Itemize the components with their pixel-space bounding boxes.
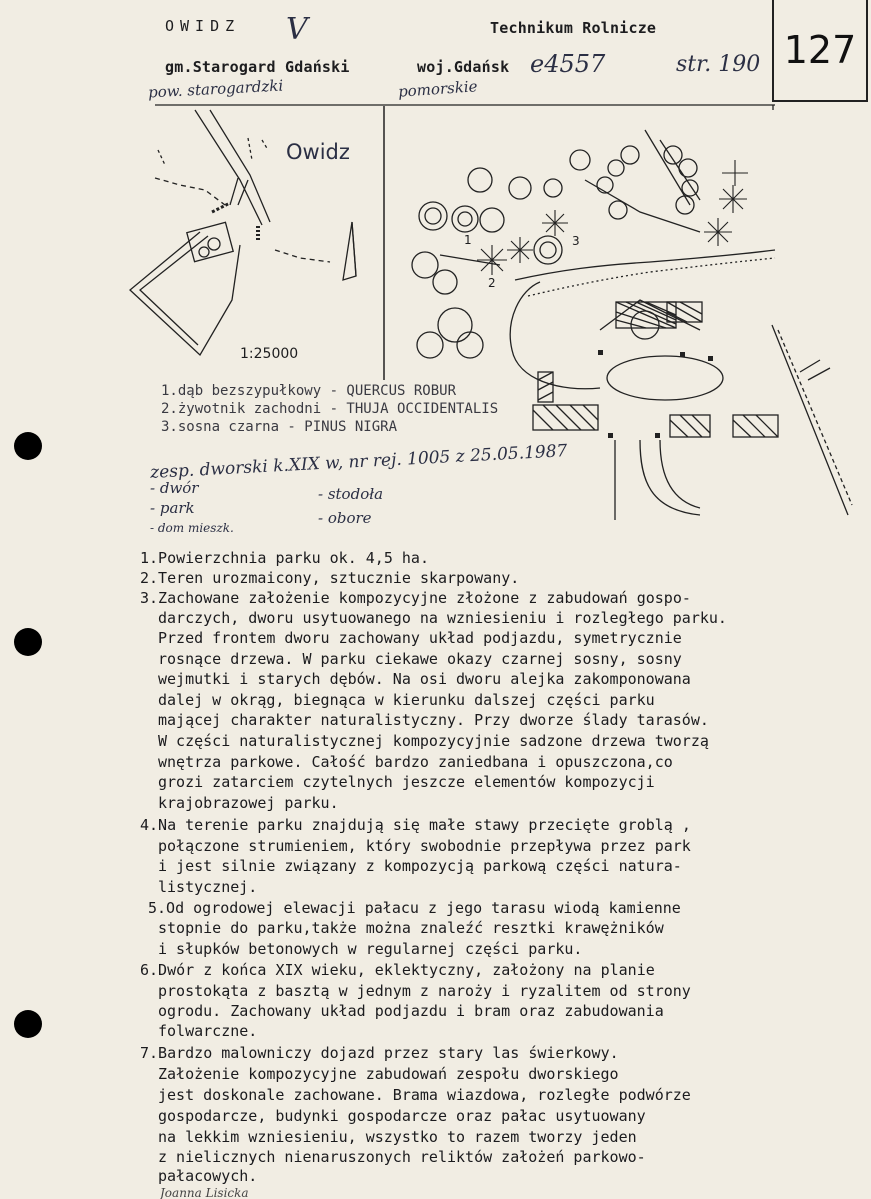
point-6-line: folwarczne. — [158, 1022, 258, 1040]
point-7-line: Założenie kompozycyjne zabudowań zespołu dworskiego — [158, 1065, 619, 1083]
map-scale: 1:25000 — [240, 346, 299, 362]
point-3-line: Przed frontem dworu zachowany układ podjazdu, symetrycznie — [158, 629, 682, 647]
gmina-label: gm.Starogard Gdański — [165, 58, 350, 76]
site-plan-drawing — [0, 0, 871, 560]
handwritten-item: - obore — [318, 509, 372, 527]
handwritten-item: - dom mieszk. — [150, 521, 234, 535]
point-4-line: połączone strumieniem, który swobodnie przepływa przez park — [158, 837, 691, 855]
point-3-line: wnętrza parkowe. Całość bardzo zaniedbana i opuszczona,co — [158, 753, 673, 771]
point-5-line: stopnie do parku,także można znaleźć resztki krawężników — [158, 919, 664, 937]
point-6-line: prostokąta z basztą w jednym z naroży i ryzalitem od strony — [158, 982, 691, 1000]
school-name: Technikum Rolnicze — [490, 19, 657, 37]
point-6-line: 6.Dwór z końca XIX wieku, eklektyczny, założony na planie — [140, 961, 655, 979]
point-7-line: pałacowych. — [158, 1167, 258, 1185]
point-3-line: dalej w okrąg, biegnąca w kierunku dalszej części parku — [158, 691, 655, 709]
voivodeship-code: e4557 — [530, 50, 606, 78]
point-7-line: gospodarcze, budynki gospodarcze oraz pałac usytuowany — [158, 1107, 646, 1125]
registry-note: zesp. dworski k.XIX w, nr rej. 1005 z 25.05.1987 — [149, 441, 568, 483]
point-3-line: wejmutki i starych dębów. Na osi dworu alejka zakomponowana — [158, 670, 691, 688]
legend-item: 2.żywotnik zachodni - THUJA OCCIDENTALIS — [161, 401, 499, 417]
point-7-line: na lekkim wzniesieniu, wszystko to razem tworzy jeden — [158, 1128, 637, 1146]
point-7-line: z nielicznych nienaruszonych reliktów założeń parkowo- — [158, 1148, 646, 1166]
point-3-line: rosnące drzewa. W parku ciekawe okazy czarnej sosny, sosny — [158, 650, 682, 668]
point-3-line: mającej charakter naturalistyczny. Przy dworze ślady tarasów. — [158, 711, 709, 729]
check-mark: V — [286, 12, 308, 47]
place-name: OWIDZ — [165, 17, 241, 35]
map-place-label: Owidz — [286, 140, 350, 164]
tree-label: 3 — [572, 234, 580, 248]
legend-item: 3.sosna czarna - PINUS NIGRA — [161, 419, 398, 435]
point-4-line: 4.Na terenie parku znajdują się małe stawy przecięte groblą , — [140, 816, 691, 834]
handwritten-item: - park — [150, 499, 195, 517]
species-legend — [161, 382, 498, 436]
point-1: 1.Powierzchnia parku ok. 4,5 ha. — [140, 549, 429, 567]
tree-label: 1 — [464, 233, 472, 247]
tree-label: 2 — [488, 276, 496, 290]
page-reference: str. 190 — [676, 52, 761, 77]
point-3-line: 3.Zachowane założenie kompozycyjne złożone z zabudowań gospo- — [140, 589, 691, 607]
voivodeship-label: woj.Gdańsk — [417, 58, 510, 76]
point-4-line: listycznej. — [158, 878, 258, 896]
signature: Joanna Lisicka — [160, 1186, 249, 1199]
handwritten-list-right — [318, 482, 383, 530]
sheet-number: 127 — [772, 0, 868, 102]
point-3-line: darczych, dworu usytuowanego na wzniesieniu i rozległego parku. — [158, 609, 727, 627]
point-7-line: 7.Bardzo malowniczy dojazd przez stary las świerkowy. — [140, 1044, 619, 1062]
point-6-line: ogrodu. Zachowany układ podjazdu i bram oraz zabudowania — [158, 1002, 664, 1020]
punch-hole — [14, 628, 42, 656]
point-4-line: i jest silnie związany z kompozycją parkową części natura- — [158, 857, 682, 875]
handwritten-list-left — [150, 478, 234, 538]
point-2: 2.Teren urozmaicony, sztucznie skarpowany. — [140, 569, 520, 587]
handwritten-item: - dwór — [150, 479, 199, 497]
point-5-line: i słupków betonowych w regularnej części parku. — [158, 940, 583, 958]
region-note: pomorskie — [397, 77, 479, 101]
point-7-line: jest doskonale zachowane. Brama wiazdowa, rozległe podwórze — [158, 1086, 691, 1104]
point-3-line: grozi zatarciem czytelnych jeszcze elementów kompozycji — [158, 773, 655, 791]
handwritten-item: - stodoła — [318, 485, 384, 503]
point-3-line: W części naturalistycznej kompozycyjnie sadzone drzewa tworzą — [158, 732, 709, 750]
legend-item: 1.dąb bezszypułkowy - QUERCUS ROBUR — [161, 383, 457, 399]
point-3-line: krajobrazowej parku. — [158, 794, 339, 812]
point-5-line: 5.Od ogrodowej elewacji pałacu z jego tarasu wiodą kamienne — [148, 899, 681, 917]
punch-hole — [14, 1010, 42, 1038]
county-note: pow. starogardzki — [147, 76, 284, 102]
